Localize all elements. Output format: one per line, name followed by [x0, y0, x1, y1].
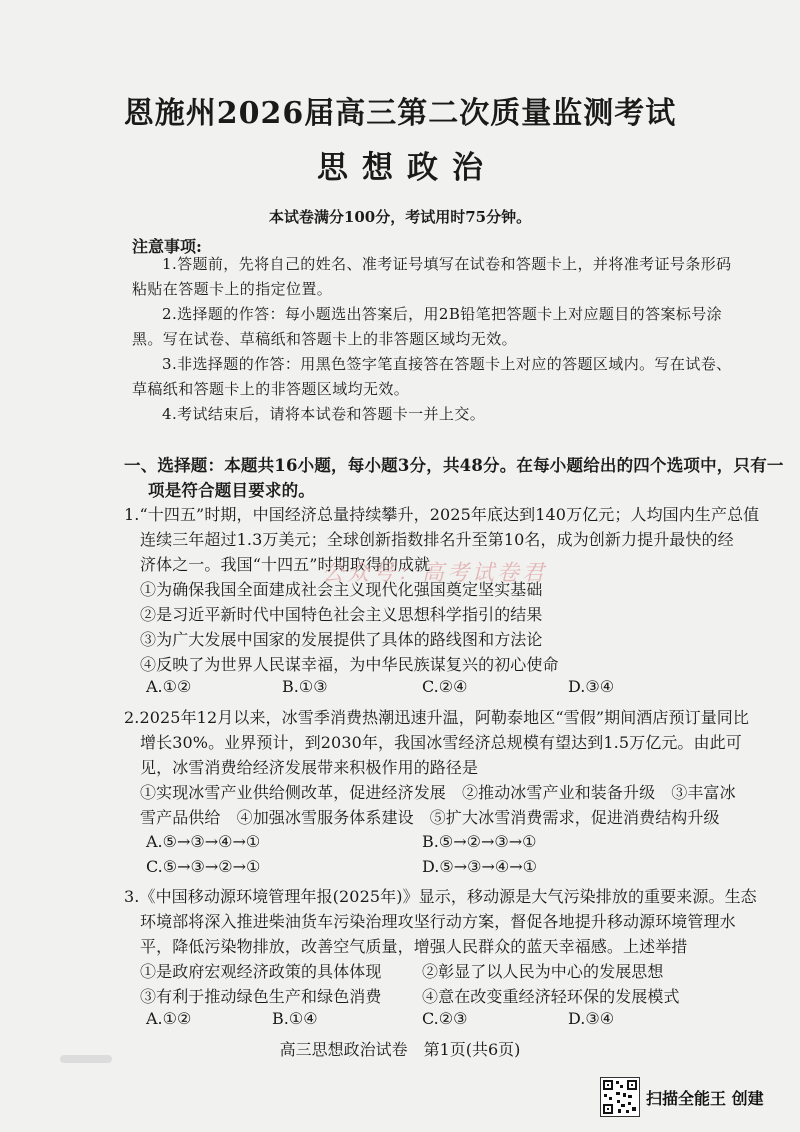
scanner-watermark: 扫描全能王 创建: [646, 1089, 764, 1108]
question-3-option-d: D.③④: [568, 1009, 615, 1028]
subject-title: 思想政治: [317, 150, 497, 186]
question-1-option-c: C.②④: [422, 677, 468, 696]
question-1-stem: 1.“十四五”时期，中国经济总量持续攀升，2025年底达到140万亿元；人均国内生产总值: [124, 505, 760, 524]
score-line: 本试卷满分100分，考试用时75分钟。: [268, 208, 532, 226]
question-2-stem: 见，冰雪消费给经济发展带来积极作用的路径是: [140, 758, 479, 777]
qr-code-icon: [600, 1077, 640, 1117]
scan-smudge: [60, 1055, 112, 1063]
section-heading: 一、选择题：本题共16小题，每小题3分，共48分。在每小题给出的四个选项中，只有一: [124, 456, 784, 475]
notice-line: 3.非选择题的作答：用黑色签字笔直接答在答题卡上对应的答题区域内。写在试卷、: [162, 355, 732, 373]
watermark: 公众号：高考试卷君: [322, 561, 548, 586]
question-1-statement: ②是习近平新时代中国特色社会主义思想科学指引的结果: [140, 605, 543, 624]
notice-line: 黑。写在试卷、草稿纸和答题卡上的非答题区域均无效。: [132, 330, 518, 348]
notice-line: 2.选择题的作答：每小题选出答案后，用2B铅笔把答题卡上对应题目的答案标号涂: [162, 305, 723, 323]
question-3-statement: ②彰显了以人民为中心的发展思想: [422, 962, 664, 981]
question-3-statement: ④意在改变重经济轻环保的发展模式: [422, 987, 680, 1006]
page-footer: 高三思想政治试卷 第1页(共6页): [279, 1040, 521, 1059]
question-2-option-a: A.⑤→③→④→①: [146, 832, 261, 851]
question-2-option-c: C.⑤→③→②→①: [146, 857, 261, 876]
question-3-stem: 3.《中国移动源环境管理年报(2025年)》显示，移动源是大气污染排放的重要来源。生态: [124, 887, 757, 906]
question-1-option-b: B.①③: [282, 677, 328, 696]
notice-line: 4.考试结束后，请将本试卷和答题卡一并上交。: [162, 405, 486, 423]
question-2-statement: 雪产品供给 ④加强冰雪服务体系建设 ⑤扩大冰雪消费需求，促进消费结构升级: [140, 808, 720, 827]
question-3-option-c: C.②③: [422, 1009, 468, 1028]
question-2-stem: 增长30%。业界预计，到2030年，我国冰雪经济总规模有望达到1.5万亿元。由此可: [140, 733, 742, 752]
question-1-statement: ③为广大发展中国家的发展提供了具体的路线图和方法论: [140, 630, 543, 649]
section-heading: 项是符合题目要求的。: [148, 481, 315, 500]
question-1-stem: 连续三年超过1.3万美元；全球创新指数排名升至第10名，成为创新力提升最快的经: [140, 530, 734, 549]
question-3-option-a: A.①②: [146, 1009, 192, 1028]
question-1-statement: ①为确保我国全面建成社会主义现代化强国奠定坚实基础: [140, 580, 543, 599]
exam-title: 恩施州2026届高三第二次质量监测考试: [123, 96, 677, 131]
question-1-stem: 济体之一。我国“十四五”时期取得的成就: [140, 555, 431, 574]
question-1-option-a: A.①②: [146, 677, 192, 696]
question-3-statement: ③有利于推动绿色生产和绿色消费: [140, 987, 382, 1006]
question-3-option-b: B.①④: [272, 1009, 318, 1028]
question-3-stem: 环境部将深入推进柴油货车污染治理攻坚行动方案，督促各地提升移动源环境管理水: [140, 912, 736, 931]
question-2-statement: ①实现冰雪产业供给侧改革，促进经济发展 ②推动冰雪产业和装备升级 ③丰富冰: [140, 783, 736, 802]
notice-line: 草稿纸和答题卡上的非答题区域均无效。: [132, 380, 410, 398]
question-2-option-d: D.⑤→③→④→①: [422, 857, 537, 876]
question-1-statement: ④反映了为世界人民谋幸福，为中华民族谋复兴的初心使命: [140, 655, 559, 674]
question-2-option-b: B.⑤→②→③→①: [422, 832, 537, 851]
question-3-stem: 平，降低污染物排放，改善空气质量，增强人民群众的蓝天幸福感。上述举措: [140, 937, 688, 956]
notice-line: 1.答题前，先将自己的姓名、准考证号填写在试卷和答题卡上，并将准考证号条形码: [162, 255, 732, 273]
notice-line: 粘贴在答题卡上的指定位置。: [132, 280, 333, 298]
question-3-statement: ①是政府宏观经济政策的具体体现: [140, 962, 382, 981]
question-2-stem: 2.2025年12月以来，冰雪季消费热潮迅速升温，阿勒泰地区“雪假”期间酒店预订量同比: [124, 708, 750, 727]
question-1-option-d: D.③④: [568, 677, 615, 696]
notice-heading: 注意事项:: [132, 237, 202, 256]
